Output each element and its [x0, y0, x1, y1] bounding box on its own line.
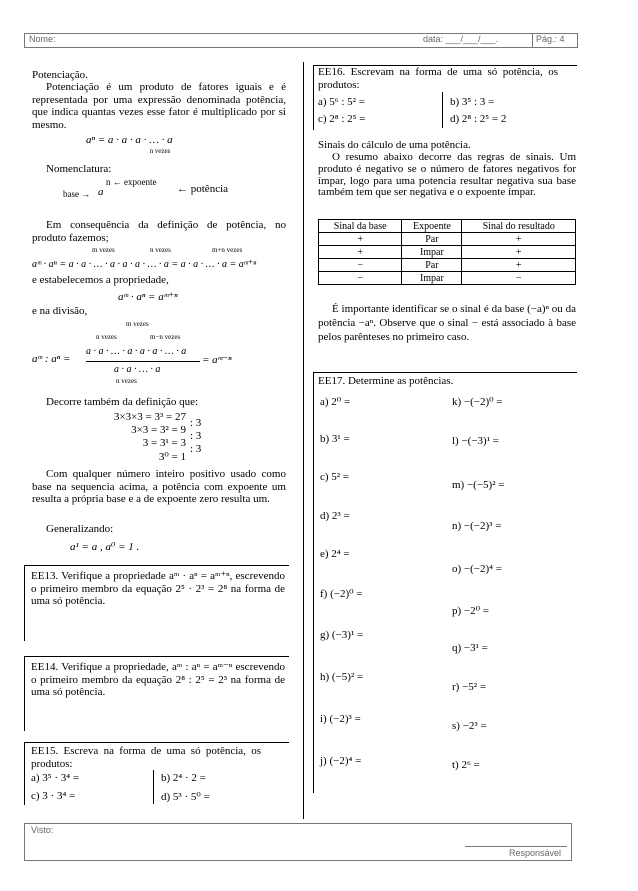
- table-row: [319, 233, 576, 246]
- column-divider: [303, 62, 304, 819]
- table-cell: −: [319, 272, 402, 285]
- ee17-item: f) (−2)⁰ =: [320, 588, 363, 600]
- generalizando-formula: a¹ = a , a⁰ = 1 .: [70, 541, 140, 553]
- table-cell: +: [319, 233, 402, 246]
- table-row: [319, 259, 576, 272]
- decorre-text: Decorre também da definição que:: [46, 396, 199, 408]
- responsavel-label: Responsável: [509, 848, 562, 858]
- division-top-label: m vezes: [126, 320, 149, 328]
- sequence-line: 3×3 = 3² = 9: [131, 424, 186, 436]
- table-header: Sinal da base: [319, 220, 402, 233]
- sinais-title: Sinais do cálculo de uma potência.: [318, 139, 471, 151]
- ee17-item: e) 2⁴ =: [320, 548, 350, 560]
- nomenclature-a: a: [98, 186, 104, 198]
- table-cell: −: [319, 259, 402, 272]
- ee17-item: m) −(−5)² =: [452, 479, 505, 491]
- table-cell: +: [319, 246, 402, 259]
- definition-underbrace-label: n vezes: [149, 147, 171, 155]
- signature-line: [465, 846, 567, 847]
- section-title: Potenciação.: [32, 69, 88, 81]
- ee17-item: h) (−5)² =: [320, 671, 364, 683]
- product-n-label: n vezes: [150, 246, 171, 254]
- ee17-item: n) −(−2)³ =: [452, 520, 502, 532]
- importante-paragraph: É importante identificar se o sinal é da base (−a)ⁿ ou da potência −aⁿ. Observe que o sinal − está associado à base pelos parênteses no primeiro caso.: [318, 303, 576, 343]
- ee17-item: b) 3¹ =: [320, 433, 350, 445]
- table-cell: +: [462, 259, 576, 272]
- product-formula: aᵐ · aⁿ = a · a · … · a · a · a · … · a = a · a · … · a = aᵐ⁺ⁿ: [32, 259, 257, 270]
- visto-label: Visto:: [31, 825, 54, 835]
- ee16-title: EE16. Escrevam na forma de uma só potência, os produtos:: [318, 66, 558, 91]
- property-text: e estabelecemos a propriedade,: [32, 274, 169, 286]
- division-den-label: n vezes: [116, 377, 137, 385]
- ee15-item: a) 3⁵ · 3⁴ =: [31, 772, 80, 784]
- header-bar: [24, 33, 578, 48]
- division-text: e na divisão,: [32, 305, 88, 317]
- table-cell: +: [462, 246, 576, 259]
- nomenclature-label: Nomenclatura:: [46, 163, 112, 175]
- ee17-item: s) −2³ =: [452, 720, 487, 732]
- exercise-ee14: [24, 656, 289, 731]
- ee16-item: a) 5⁶ : 5² =: [318, 96, 365, 108]
- name-field-label: Nome:: [29, 34, 56, 44]
- ee15-item: b) 2⁴ · 2 =: [161, 772, 206, 784]
- table-cell: Par: [402, 259, 462, 272]
- sinais-paragraph: O resumo abaixo decorre das regras de sinais. Um produto é negativo se o número de fatores negativos for ímpar, logo para uma potencia resultar negativa sua base também tem que ser negativa e o expoente ímpar.: [318, 151, 576, 199]
- table-cell: Impar: [402, 272, 462, 285]
- ee16-item: d) 2⁸ : 2⁵ = 2: [450, 113, 507, 125]
- date-field-label: data: ___/___/___.: [423, 34, 499, 44]
- ee15-title: EE15. Escreva na forma de uma só potência, os produtos:: [31, 745, 261, 770]
- ee17-item: q) −3¹ =: [452, 642, 488, 654]
- division-numerator: a · a · … · a · a · a · … · a: [86, 346, 187, 357]
- nomenclature-base: base →: [63, 189, 91, 199]
- ee17-item: l) −(−3)¹ =: [452, 435, 499, 447]
- ee15-item: c) 3 · 3⁴ =: [31, 790, 76, 802]
- sequence-divisor: : 3: [190, 430, 202, 442]
- division-rhs: = aᵐ⁻ⁿ: [202, 354, 232, 366]
- sequence-line: 3 = 3¹ = 3: [142, 437, 186, 449]
- property-formula: aᵐ · aⁿ = aᵐ⁺ⁿ: [118, 291, 178, 303]
- ee17-item: r) −5² =: [452, 681, 487, 693]
- sequence-line: 3⁰ = 1: [158, 451, 186, 463]
- ee17-item: j) (−2)⁴ =: [320, 755, 362, 767]
- visto-box: [24, 823, 572, 861]
- exercise-ee17: [313, 372, 577, 793]
- ee17-item: d) 2³ =: [320, 510, 350, 522]
- sign-rules-table: [318, 219, 576, 285]
- ee17-item: k) −(−2)⁰ =: [452, 396, 503, 408]
- table-cell: Par: [402, 233, 462, 246]
- table-header: Expoente: [402, 220, 462, 233]
- ee17-item: i) (−2)³ =: [320, 713, 361, 725]
- com-paragraph: Com qualquer número inteiro positivo usado como base na sequencia acima, a potência com expoente um resulta a própria base e a de expoente zero resulta um.: [32, 468, 286, 505]
- table-cell: Impar: [402, 246, 462, 259]
- table-header: Sinal do resultado: [462, 220, 576, 233]
- consequence-paragraph: Em consequência da definição de potência, no produto fazemos;: [32, 219, 286, 244]
- fraction-bar: [86, 361, 200, 362]
- product-m-label: m vezes: [92, 246, 115, 254]
- sequence-line: 3×3×3 = 3³ = 27: [113, 411, 186, 423]
- exercise-ee13: [24, 565, 289, 641]
- ee17-item: p) −2⁰ =: [452, 605, 489, 617]
- table-cell: +: [462, 233, 576, 246]
- ee16-item: c) 2⁸ : 2⁵ =: [318, 113, 366, 125]
- sequence-divisor: : 3: [190, 417, 202, 429]
- table-row: [319, 246, 576, 259]
- ee17-title: EE17. Determine as potências.: [318, 375, 454, 387]
- table-header-row: [319, 220, 576, 233]
- ee17-item: t) 2⁶ =: [452, 759, 480, 771]
- ee15-item: d) 5³ · 5⁰ =: [161, 791, 210, 803]
- sequence-divisor: : 3: [190, 443, 202, 455]
- division-denominator: a · a · … · a: [114, 364, 161, 375]
- exercise-ee16: [313, 65, 577, 130]
- ee13-statement: EE13. Verifique a propriedade aᵐ · aⁿ = aᵐ⁺ⁿ, escrevendo o primeiro membro da equação 2⁵ · 2³ = 2⁸ na forma de uma só potência.: [31, 570, 285, 607]
- table-cell: −: [462, 272, 576, 285]
- intro-paragraph: Potenciação é um produto de fatores iguais e é representada por uma expressão denominada potência, que indica quantas vezes esse fator é multiplicado por si mesmo.: [32, 81, 286, 131]
- ee17-item: g) (−3)¹ =: [320, 629, 364, 641]
- division-lhs: aᵐ : aⁿ =: [32, 353, 71, 365]
- nomenclature-power: ← potência: [177, 183, 229, 195]
- ee17-item: a) 2⁰ =: [320, 396, 351, 408]
- division-n-label: n vezes: [96, 333, 117, 341]
- ee16-item: b) 3⁵ : 3 =: [450, 96, 495, 108]
- nomenclature-exponent: n ← expoente: [106, 177, 157, 187]
- ee15-divider: [153, 770, 154, 804]
- ee17-item: o) −(−2)⁴ =: [452, 563, 502, 575]
- page-number: Pág.: 4: [532, 34, 565, 47]
- exercise-ee15: [24, 742, 289, 805]
- table-row: [319, 272, 576, 285]
- generalizando-label: Generalizando:: [46, 523, 114, 535]
- ee17-item: c) 5² =: [320, 471, 350, 483]
- product-mn-label: m+n vezes: [212, 246, 243, 254]
- division-mn-label: m−n vezes: [150, 333, 181, 341]
- definition-formula: aⁿ = a · a · a · … · a: [86, 134, 173, 146]
- ee16-divider: [442, 92, 443, 128]
- ee14-statement: EE14. Verifique a propriedade, aᵐ : aⁿ = aᵐ⁻ⁿ escrevendo o primeiro membro da equação 2⁸ : 2⁵ = 2³ na forma de uma só potência.: [31, 661, 285, 698]
